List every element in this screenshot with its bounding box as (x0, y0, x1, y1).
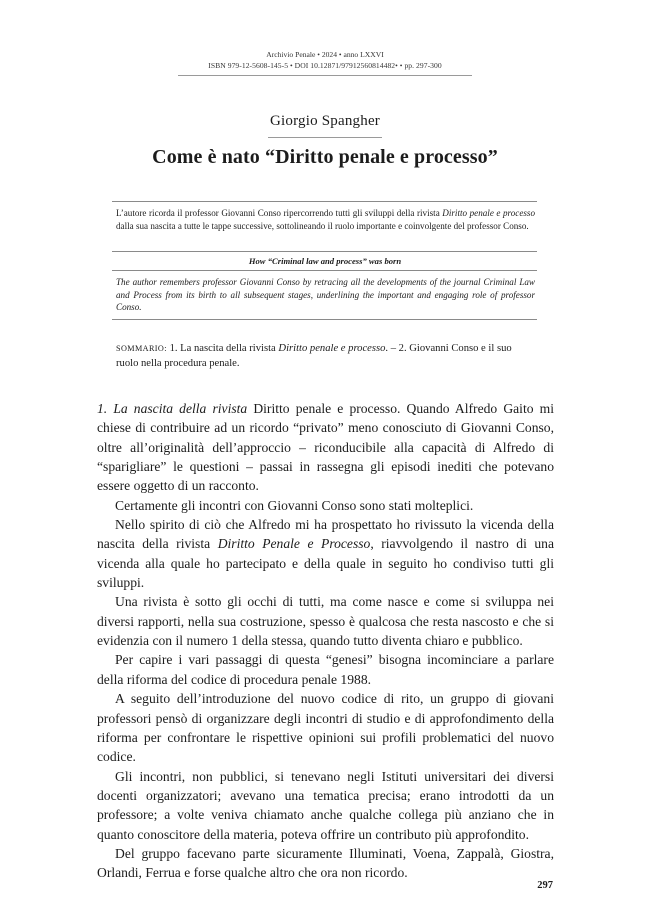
author-name: Giorgio Spangher (270, 113, 380, 129)
paragraph: Gli incontri, non pubblici, si tenevano negli Istituti universitari dei diversi docenti organizzatori; avevano una tematica precisa; erano introdotti da un professore; a volte veniva chiamato anche qualche collega più anziano che in quanto conoscitore della materia, poteva offrire un contributo più approfondito. (97, 768, 554, 842)
author-divider (268, 137, 382, 138)
header-divider (178, 75, 472, 76)
journal-name: Diritto penale e processo (442, 208, 535, 218)
paragraph: Certamente gli incontri con Giovanni Conso sono stati molteplici. (115, 497, 474, 513)
running-header (0, 49, 650, 71)
section-heading: 1. La nascita della rivista (97, 401, 248, 416)
isbn-doi-line: ISBN 979-12-5608-145-5 • DOI 10.12871/97912560814482• • pp. 297-300 (208, 61, 442, 70)
paragraph: Una rivista è sotto gli occhi di tutti, ma come nasce e come si sviluppa nei diversi rapporti, nella sua costruzione, spesso è qualcosa che resta nascosto e che si evidenzia con il numero 1 della stessa, quando tutto diventa chiaro e pubblico. (97, 594, 554, 649)
english-title: How “Criminal law and process” was born (248, 256, 402, 266)
abstract-mid-rule (112, 251, 537, 252)
journal-line: Archivio Penale • 2024 • anno LXXVI (266, 50, 384, 59)
paragraph: Del gruppo facevano parte sicuramente Illuminati, Voena, Zappalà, Giostra, Orlandi, Ferrua e forse qualche altro che ora non ricordo. (97, 845, 554, 881)
paragraph: Nello spirito di ciò che Alfredo mi ha prospettato ho rivissuto la vicenda della nascita della rivista Diritto Penale e Processo, riavvolgendo il nastro di una vicenda alla quale ho partecipato e della quale in seguito ho condiviso tutti gli sviluppi. (97, 517, 555, 591)
paragraph: Per capire i vari passaggi di questa “genesi” bisogna incominciare a parlare della riforma del codice di procedura penale 1988. (97, 652, 554, 687)
abstract-english: The author remembers professor Giovanni Conso by retracing all the developments of the journal Criminal Law and Process from its birth to all subsequent stages, underlining the important and engaging role of professor Conso. (116, 277, 535, 312)
sommario-label: SOMMARIO: (116, 344, 167, 353)
paragraph: A seguito dell’introduzione del nuovo codice di rito, un gruppo di giovani professori pensò di organizzare degli incontri di studio e di approfondimento della riforma per confrontare le rispettive opinioni sui profili problematici del nuovo codice. (97, 691, 554, 765)
abstract-italian: L’autore ricorda il professor Giovanni Conso ripercorrendo tutti gli sviluppi della rivista Diritto penale e processo dalla sua nascita a tutte le tappe successive, sottolineando il ruolo importante e coinvolgente del professor Conso. (116, 208, 535, 231)
english-title-rule (112, 270, 537, 271)
page-number: 297 (537, 880, 553, 891)
article-title: Come è nato “Diritto penale e processo” (152, 146, 498, 168)
article-body (97, 399, 554, 883)
abstract-bottom-rule (112, 319, 537, 320)
paragraph: 1. La nascita della rivista Diritto penale e processo. Quando Alfredo Gaito mi chiese di contribuire ad un ricordo “privato” meno conosciuto di Giovanni Conso, oltre all’originalità dell’approccio – riconducibile alla capacità di Alfredo di “sparigliare” le questioni – passai in rassegna gli episodi inediti che potevano essere oggetto di un racconto. (97, 401, 554, 494)
abstract-top-rule (112, 201, 537, 202)
table-of-contents: SOMMARIO: 1. La nascita della rivista Diritto penale e processo. – 2. Giovanni Conso e il suo ruolo nella procedura penale. (116, 343, 512, 369)
